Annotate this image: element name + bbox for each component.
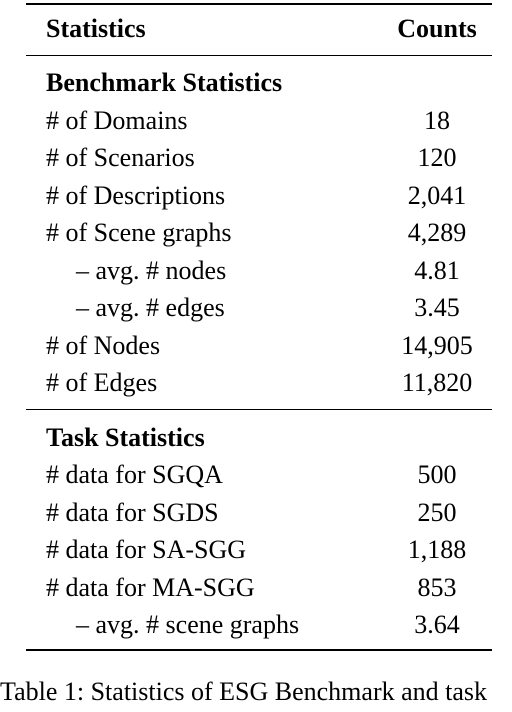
row-value: 3.64 <box>414 610 460 639</box>
table-caption: Table 1: Statistics of ESG Benchmark and task <box>0 677 488 706</box>
row-label: – avg. # scene graphs <box>76 610 300 639</box>
row-label: # of Edges <box>46 368 158 397</box>
row-value: 4,289 <box>407 218 467 247</box>
row-value: 11,820 <box>401 368 473 397</box>
table-row <box>0 494 512 531</box>
table-row <box>0 456 512 493</box>
section-rule <box>26 409 492 410</box>
row-value: 2,041 <box>407 181 467 210</box>
section-title-task: Task Statistics <box>46 423 205 452</box>
table-row <box>0 214 512 251</box>
row-value: 120 <box>417 143 457 172</box>
row-label: # of Descriptions <box>46 181 226 210</box>
bottom-rule <box>26 649 492 651</box>
top-rule <box>26 3 492 5</box>
row-label: # data for SA-SGG <box>46 535 247 564</box>
header-rule <box>26 55 492 56</box>
table-row <box>0 569 512 606</box>
row-value: 1,188 <box>407 535 467 564</box>
table-row <box>0 252 512 289</box>
table-row <box>0 289 512 326</box>
row-value: 3.45 <box>414 293 460 322</box>
row-label: # of Scene graphs <box>46 218 232 247</box>
row-label: # of Nodes <box>46 331 161 360</box>
row-value: 853 <box>417 573 457 602</box>
row-label: – avg. # edges <box>76 293 225 322</box>
table-row <box>0 606 512 643</box>
row-value: 500 <box>417 460 457 489</box>
table-row <box>0 139 512 176</box>
row-value: 4.81 <box>414 256 460 285</box>
row-label: # data for SGQA <box>46 460 223 489</box>
table-row <box>0 327 512 364</box>
row-label: # of Scenarios <box>46 143 195 172</box>
row-value: 250 <box>417 498 457 527</box>
table-row <box>0 102 512 139</box>
table-row <box>0 531 512 568</box>
row-value: 14,905 <box>401 331 473 360</box>
section-title-benchmark: Benchmark Statistics <box>46 68 283 97</box>
table-row <box>0 177 512 214</box>
header-counts: Counts <box>397 14 477 43</box>
row-label: – avg. # nodes <box>76 256 227 285</box>
row-label: # of Domains <box>46 106 188 135</box>
table-header-row <box>0 10 512 47</box>
row-label: # data for SGDS <box>46 498 219 527</box>
row-label: # data for MA-SGG <box>46 573 255 602</box>
table-row <box>0 364 512 401</box>
row-value: 18 <box>424 106 450 135</box>
header-statistics: Statistics <box>46 14 146 43</box>
